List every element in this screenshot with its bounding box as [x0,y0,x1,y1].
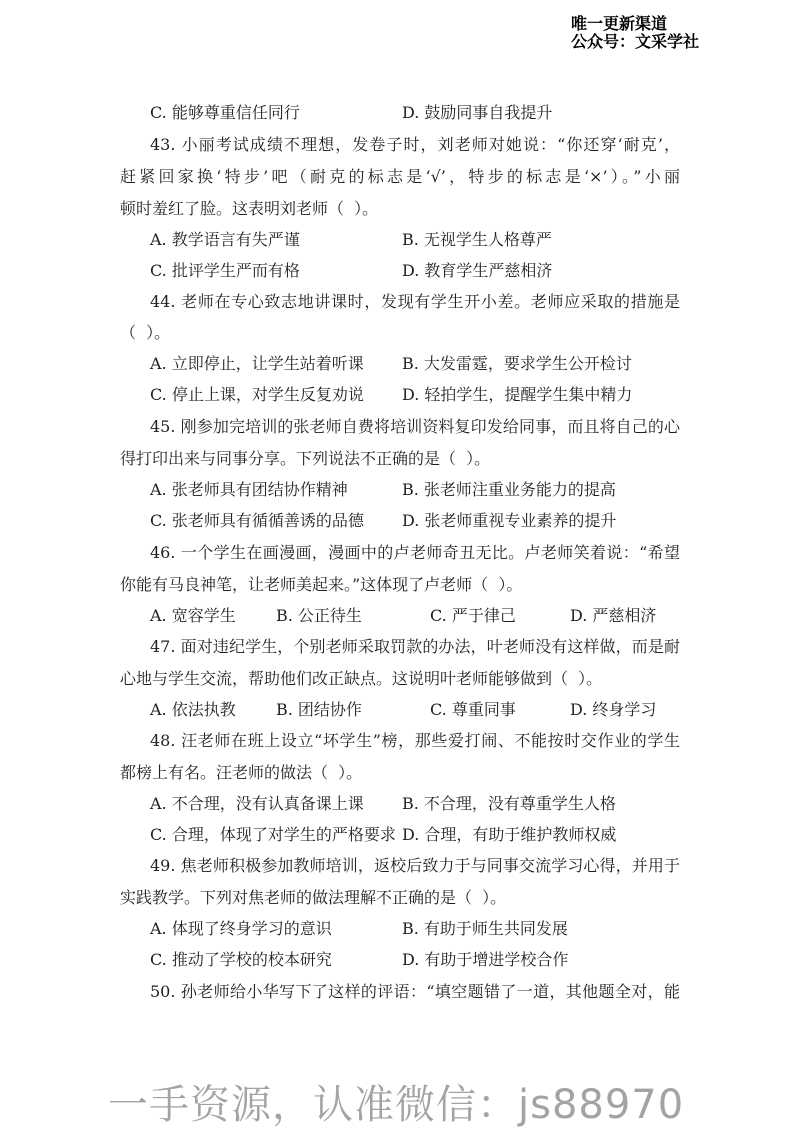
question-49-option-b: B. 有助于师生共同发展 [402,919,568,938]
question-47-option-a: A. 依法执教 [150,700,236,719]
question-44-option-c: C. 停止上课，对学生反复劝说 [150,385,364,404]
question-47-option-d: D. 终身学习 [570,700,657,719]
question-43-option-a: A. 教学语言有失严谨 [150,230,300,249]
question-46-option-b: B. 公正待生 [276,606,362,625]
question-49-option-c: C. 推动了学校的校本研究 [150,950,332,969]
question-45-option-b: B. 张老师注重业务能力的提高 [402,480,616,499]
question-45-option-c: C. 张老师具有循循善诱的品德 [150,511,364,530]
question-48-option-d: D. 合理，有助于维护教师权威 [402,825,617,844]
question-45-option-a: A. 张老师具有团结协作精神 [150,480,348,499]
question-45-stem-line-1: 45. 刚参加完培训的张老师自费将培训资料复印发给同事，而且将自己的心 [150,417,680,436]
question-43-stem-line-3: 顿时羞红了脸。这表明刘老师（ ）。 [120,199,379,218]
account-label: 公众号：文采学社 [571,32,700,51]
question-44-option-d: D. 轻拍学生，提醒学生集中精力 [402,385,633,404]
question-49-stem-line-2: 实践教学。下列对焦老师的做法理解不正确的是（ ）。 [120,888,507,907]
question-46-option-c: C. 严于律己 [430,606,516,625]
question-43-stem-line-1: 43. 小丽考试成绩不理想，发卷子时，刘老师对她说：“你还穿‘耐克’， [150,135,680,154]
question-48-stem-line-1: 48. 汪老师在班上设立“坏学生”榜，那些爱打闹、不能按时交作业的学生 [150,731,680,750]
question-46-option-d: D. 严慈相济 [570,606,657,625]
channel-label: 唯一更新渠道 [571,14,668,33]
question-44-stem-line-1: 44. 老师在专心致志地讲课时，发现有学生开小差。老师应采取的措施是 [150,292,680,311]
question-44-option-b: B. 大发雷霆，要求学生公开检讨 [402,354,632,373]
carryover-option-c: C. 能够尊重信任同行 [150,103,300,122]
question-43-option-d: D. 教育学生严慈相济 [402,261,553,280]
question-46-stem-line-2: 你能有马良神笔，让老师美起来。”这体现了卢老师（ ）。 [120,575,523,594]
question-47-option-b: B. 团结协作 [276,700,362,719]
question-45-stem-line-2: 得打印出来与同事分享。下列说法不正确的是（ ）。 [120,449,491,468]
question-48-stem-line-2: 都榜上有名。汪老师的做法（ ）。 [120,763,363,782]
question-43-option-c: C. 批评学生严而有格 [150,261,300,280]
question-43-option-b: B. 无视学生人格尊严 [402,230,552,249]
watermark-text: 一手资源，认准微信：js88970 [108,1082,685,1128]
question-47-stem-line-2: 心地与学生交流，帮助他们改正缺点。这说明叶老师能够做到（ ）。 [120,669,603,688]
question-48-option-a: A. 不合理，没有认真备课上课 [150,794,364,813]
question-46-option-a: A. 宽容学生 [150,606,236,625]
carryover-option-d: D. 鼓励同事自我提升 [402,103,553,122]
question-49-option-a: A. 体现了终身学习的意识 [150,919,332,938]
question-44-option-a: A. 立即停止，让学生站着听课 [150,354,364,373]
question-49-option-d: D. 有助于增进学校合作 [402,950,569,969]
question-45-option-d: D. 张老师重视专业素养的提升 [402,511,617,530]
question-44-stem-line-2: （ ）。 [120,323,171,342]
question-47-option-c: C. 尊重同事 [430,700,516,719]
question-47-stem-line-1: 47. 面对违纪学生，个别老师采取罚款的办法，叶老师没有这样做，而是耐 [150,637,680,656]
question-43-stem-line-2: 赶紧回家换‘特步’吧（耐克的标志是‘√’，特步的标志是‘×’）。”小丽 [120,167,680,186]
question-49-stem-line-1: 49. 焦老师积极参加教师培训，返校后致力于与同事交流学习心得，并用于 [150,856,680,875]
question-46-stem-line-1: 46. 一个学生在画漫画，漫画中的卢老师奇丑无比。卢老师笑着说：“希望 [150,543,680,562]
question-48-option-c: C. 合理，体现了对学生的严格要求 [150,825,396,844]
question-48-option-b: B. 不合理，没有尊重学生人格 [402,794,616,813]
question-50-stem-line-1: 50. 孙老师给小华写下了这样的评语：“填空题错了一道，其他题全对，能 [150,982,680,1001]
